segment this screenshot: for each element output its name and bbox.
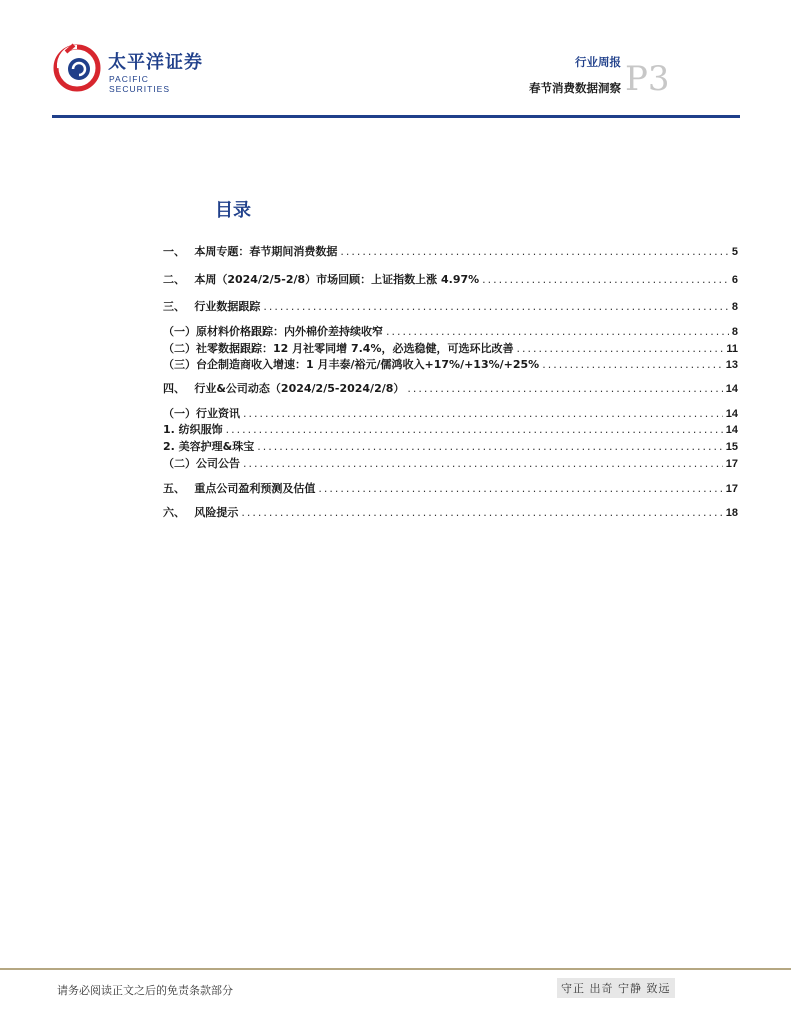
- toc-entry-page: 11: [726, 343, 738, 355]
- toc-entry-page: 14: [725, 383, 738, 395]
- toc-entry[interactable]: [163, 323, 738, 339]
- logo-chinese-name: 太平洋证券: [108, 52, 203, 73]
- toc-entry-label: （二）公司公告: [163, 457, 240, 470]
- toc-heading: 目录: [215, 200, 251, 221]
- toc-entry[interactable]: [163, 356, 738, 372]
- toc-entry-label: 五、 重点公司盈利预测及估值: [163, 482, 316, 495]
- toc-entry[interactable]: [163, 271, 738, 287]
- toc-entry-label: （一）原材料价格跟踪：内外棉价差持续收窄: [163, 325, 383, 338]
- toc-dot-leader: [407, 382, 722, 395]
- report-type: 行业周报: [575, 55, 621, 69]
- toc-entry-label: 三、 行业数据跟踪: [163, 300, 261, 313]
- toc-entry-label: （二）社零数据跟踪：12 月社零同增 7.4%，必选稳健，可选环比改善: [163, 342, 514, 355]
- toc-entry[interactable]: [163, 340, 738, 356]
- toc-dot-leader: [243, 457, 723, 470]
- report-title: 春节消费数据洞察: [529, 81, 621, 95]
- toc-dot-leader: [542, 358, 723, 371]
- toc-entry-label: 二、 本周（2024/2/5-2/8）市场回顾：上证指数上涨 4.97%: [163, 273, 480, 286]
- toc-entry-page: 14: [725, 424, 738, 436]
- toc-dot-leader: [241, 506, 722, 519]
- toc-entry-label: 1. 纺织服饰: [163, 423, 223, 436]
- toc-entry[interactable]: [163, 504, 738, 520]
- toc-entry-page: 6: [731, 274, 738, 286]
- toc-entry-label: 2. 美容护理&珠宝: [163, 440, 255, 453]
- toc-entry[interactable]: [163, 455, 738, 471]
- toc-entry-page: 13: [725, 359, 738, 371]
- toc-entry[interactable]: [163, 298, 738, 314]
- footer-disclaimer: 请务必阅读正文之后的免责条款部分: [57, 984, 233, 997]
- toc-entry[interactable]: [163, 243, 738, 259]
- toc-entry-page: 17: [725, 483, 738, 495]
- toc-entry[interactable]: [163, 421, 738, 437]
- toc-entry-label: 四、 行业&公司动态（2024/2/5-2024/2/8）: [163, 382, 405, 395]
- footer-divider: [0, 968, 791, 970]
- toc-dot-leader: [516, 342, 723, 355]
- toc-entry-label: 一、 本周专题：春节期间消费数据: [163, 245, 338, 258]
- toc-entry-page: 15: [725, 441, 738, 453]
- footer-motto: 守正 出奇 宁静 致远: [557, 978, 675, 998]
- toc-entry-label: （三）台企制造商收入增速：1 月丰泰/裕元/儒鸿收入+17%/+13%/+25%: [163, 358, 540, 371]
- toc-entry-page: 8: [731, 301, 738, 313]
- toc-dot-leader: [318, 482, 722, 495]
- pacific-securities-logo-icon: [52, 42, 102, 92]
- toc-entry-page: 17: [725, 458, 738, 470]
- toc-dot-leader: [243, 407, 723, 420]
- toc-dot-leader: [482, 273, 729, 286]
- toc-dot-leader: [257, 440, 722, 453]
- toc-dot-leader: [386, 325, 729, 338]
- logo-english-name: PACIFIC SECURITIES: [109, 74, 171, 94]
- toc-entry[interactable]: [163, 405, 738, 421]
- toc-entry-page: 5: [731, 246, 738, 258]
- toc-entry[interactable]: [163, 438, 738, 454]
- toc-entry-label: 六、 风险提示: [163, 506, 239, 519]
- toc-entry-page: 8: [731, 326, 738, 338]
- toc-entry-page: 18: [725, 507, 738, 519]
- toc-dot-leader: [340, 245, 729, 258]
- toc-entry-label: （一）行业资讯: [163, 407, 240, 420]
- toc-entry[interactable]: [163, 380, 738, 396]
- header-divider: [52, 115, 740, 118]
- toc-entry[interactable]: [163, 480, 738, 496]
- company-logo: [52, 42, 212, 98]
- toc-entry-page: 14: [725, 408, 738, 420]
- page-number: P3: [625, 59, 670, 99]
- toc-dot-leader: [263, 300, 729, 313]
- page-header: [0, 0, 791, 120]
- toc-dot-leader: [226, 423, 723, 436]
